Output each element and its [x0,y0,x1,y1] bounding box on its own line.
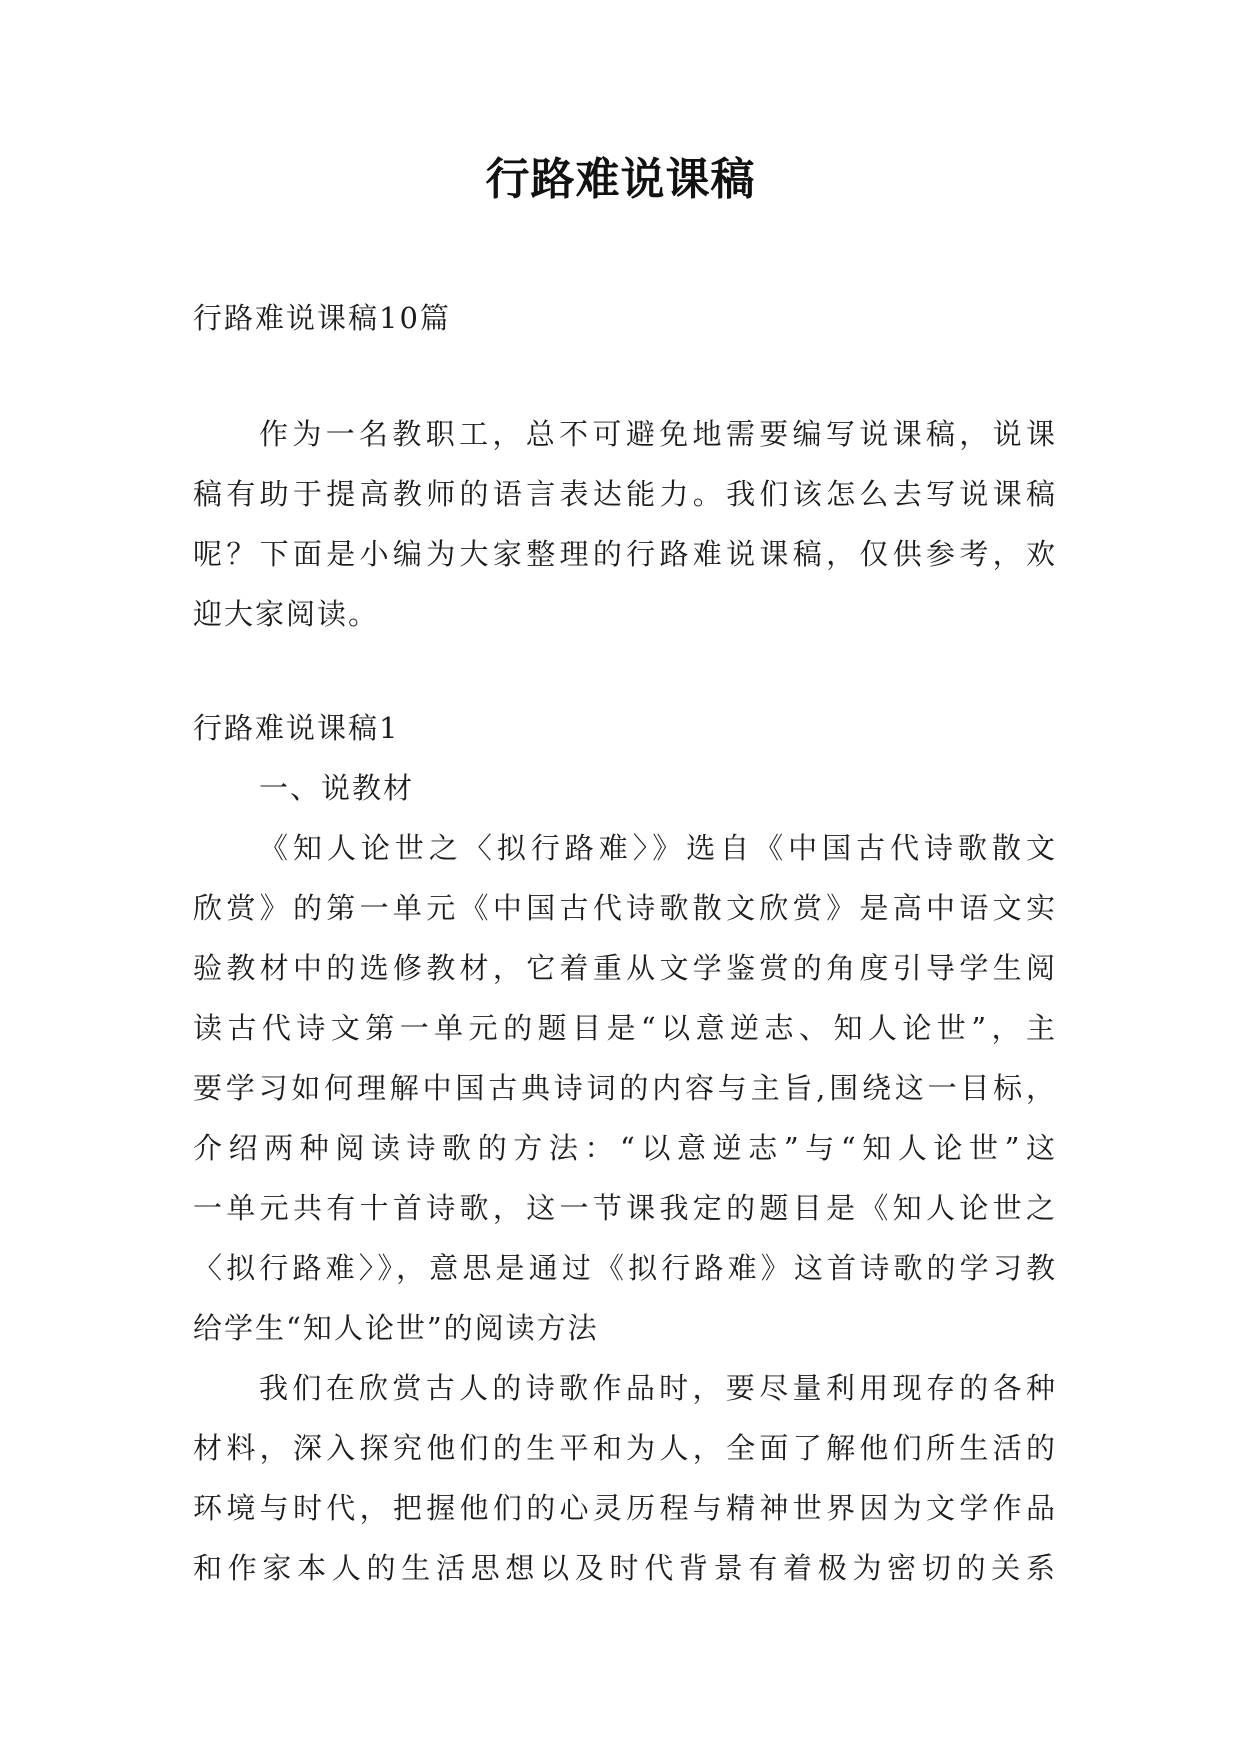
paragraph-line: 要学习如何理解中国古典诗词的内容与主旨,围绕这一目标， [193,1071,1057,1105]
paragraph-line: 一单元共有十首诗歌，这一节课我定的题目是《知人论世之 [193,1191,1057,1225]
paragraph-line: 作为一名教职工，总不可避免地需要编写说课稿，说课 [259,417,1057,451]
paragraph-line: 迎大家阅读。 [193,597,380,631]
paragraph-line: 〈拟行路难〉》，意思是通过《拟行路难》这首诗歌的学习教 [193,1251,1057,1285]
document-subtitle: 行路难说课稿10篇 [193,301,451,335]
section-heading: 行路难说课稿1 [193,711,400,745]
intro-paragraph [193,404,1057,644]
paragraph-line: 验教材中的选修教材，它着重从文学鉴赏的角度引导学生阅 [193,951,1057,985]
paragraph-line: 环境与时代，把握他们的心灵历程与精神世界因为文学作品 [193,1491,1057,1525]
section-subheading: 一、说教材 [259,771,415,805]
paragraph-line: 呢？下面是小编为大家整理的行路难说课稿，仅供参考，欢 [193,537,1057,571]
section-paragraph [193,818,1057,1358]
paragraph-line: 介绍两种阅读诗歌的方法：“以意逆志”与“知人论世”这 [193,1131,1057,1165]
paragraph-line: 给学生“知人论世”的阅读方法 [193,1311,599,1345]
document-title: 行路难说课稿 [485,154,756,205]
section-paragraph [193,1358,1057,1598]
subtitle-block [193,288,1057,348]
paragraph-line: 稿有助于提高教师的语言表达能力。我们该怎么去写说课稿 [193,477,1057,511]
paragraph-line: 我们在欣赏古人的诗歌作品时，要尽量利用现存的各种 [259,1371,1057,1405]
paragraph-line: 和作家本人的生活思想以及时代背景有着极为密切的关系 [193,1551,1057,1585]
paragraph-line: 欣赏》的第一单元《中国古代诗歌散文欣赏》是高中语文实 [193,891,1057,925]
paragraph-line: 材料，深入探究他们的生平和为人，全面了解他们所生活的 [193,1431,1057,1465]
section-1 [193,698,1057,1598]
paragraph-line: 读古代诗文第一单元的题目是“以意逆志、知人论世”，主 [193,1011,1057,1045]
paragraph-line: 《知人论世之〈拟行路难〉》选自《中国古代诗歌散文 [259,831,1057,865]
